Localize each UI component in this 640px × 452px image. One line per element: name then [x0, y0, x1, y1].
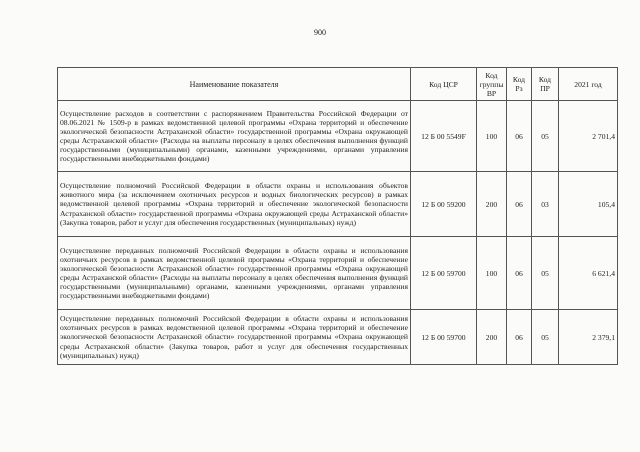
row-csr: 12 Б 00 59700 — [411, 237, 477, 310]
row-csr: 12 Б 00 59700 — [411, 310, 477, 365]
row-pr: 05 — [532, 237, 559, 310]
table-row — [58, 172, 618, 237]
table-row — [58, 310, 618, 365]
table-row — [58, 101, 618, 172]
row-csr: 12 Б 00 5549F — [411, 101, 477, 172]
row-rz: 06 — [507, 310, 532, 365]
header-csr: Код ЦСР — [411, 68, 477, 101]
row-amount: 2 701,4 — [559, 101, 618, 172]
header-rz: Код Рз — [507, 68, 532, 101]
row-vr: 200 — [477, 310, 507, 365]
row-amount: 105,4 — [559, 172, 618, 237]
header-vr: Код группы ВР — [477, 68, 507, 101]
header-year: 2021 год — [559, 68, 618, 101]
row-rz: 06 — [507, 172, 532, 237]
row-amount: 2 379,1 — [559, 310, 618, 365]
row-vr: 100 — [477, 101, 507, 172]
row-pr: 05 — [532, 101, 559, 172]
table-header-row — [58, 68, 618, 101]
row-csr: 12 Б 00 59200 — [411, 172, 477, 237]
row-vr: 200 — [477, 172, 507, 237]
row-name: Осуществление полномочий Российской Федерации в области охраны и использования объектов животного мира (за исключением охотничьих ресурсов и водных биологических ресурсов) в рамках ведомственной целевой программы «Охрана территорий и обеспечение экологической безопасности Астраханской области» государственной программы «Охрана окружающей среды Астраханской области» (Закупка товаров, работ и услуг для обеспечения государственных (муниципальных) нужд) — [58, 172, 411, 237]
budget-table — [57, 67, 618, 365]
page-number: 900 — [314, 28, 326, 37]
row-rz: 06 — [507, 101, 532, 172]
row-rz: 06 — [507, 237, 532, 310]
row-amount: 6 621,4 — [559, 237, 618, 310]
row-pr: 03 — [532, 172, 559, 237]
table-row — [58, 237, 618, 310]
header-pr: Код ПР — [532, 68, 559, 101]
row-name: Осуществление переданных полномочий Российской Федерации в области охраны и использования охотничьих ресурсов в рамках ведомственной целевой программы «Охрана территорий и обеспечение экологической безопасности Астраханской области» государственной программы «Охрана окружающей среды Астраханской области» (Закупка товаров, работ и услуг для обеспечения государственных (муниципальных) нужд) — [58, 310, 411, 365]
header-name: Наименование показателя — [58, 68, 411, 101]
row-name: Осуществление расходов в соответствии с распоряжением Правительства Российской Федерации от 08.06.2021 № 1509-р в рамках ведомственной целевой программы «Охрана территорий и обеспечение экологической безопасности Астраханской области» государственной программы «Охрана окружающей среды Астраханской области» (Расходы на выплаты персоналу в целях обеспечения выполнения функций государственными (муниципальными) органами, казенными учреждениями, органами управления государственными внебюджетными фондами) — [58, 101, 411, 172]
row-name: Осуществление переданных полномочий Российской Федерации в области охраны и использования охотничьих ресурсов в рамках ведомственной целевой программы «Охрана территорий и обеспечение экологической безопасности Астраханской области» государственной программы «Охрана окружающей среды Астраханской области» (Расходы на выплаты персоналу в целях обеспечения выполнения функций государственными (муниципальными) органами, казенными учреждениями, органами управления государственными внебюджетными фондами) — [58, 237, 411, 310]
row-pr: 05 — [532, 310, 559, 365]
row-vr: 100 — [477, 237, 507, 310]
